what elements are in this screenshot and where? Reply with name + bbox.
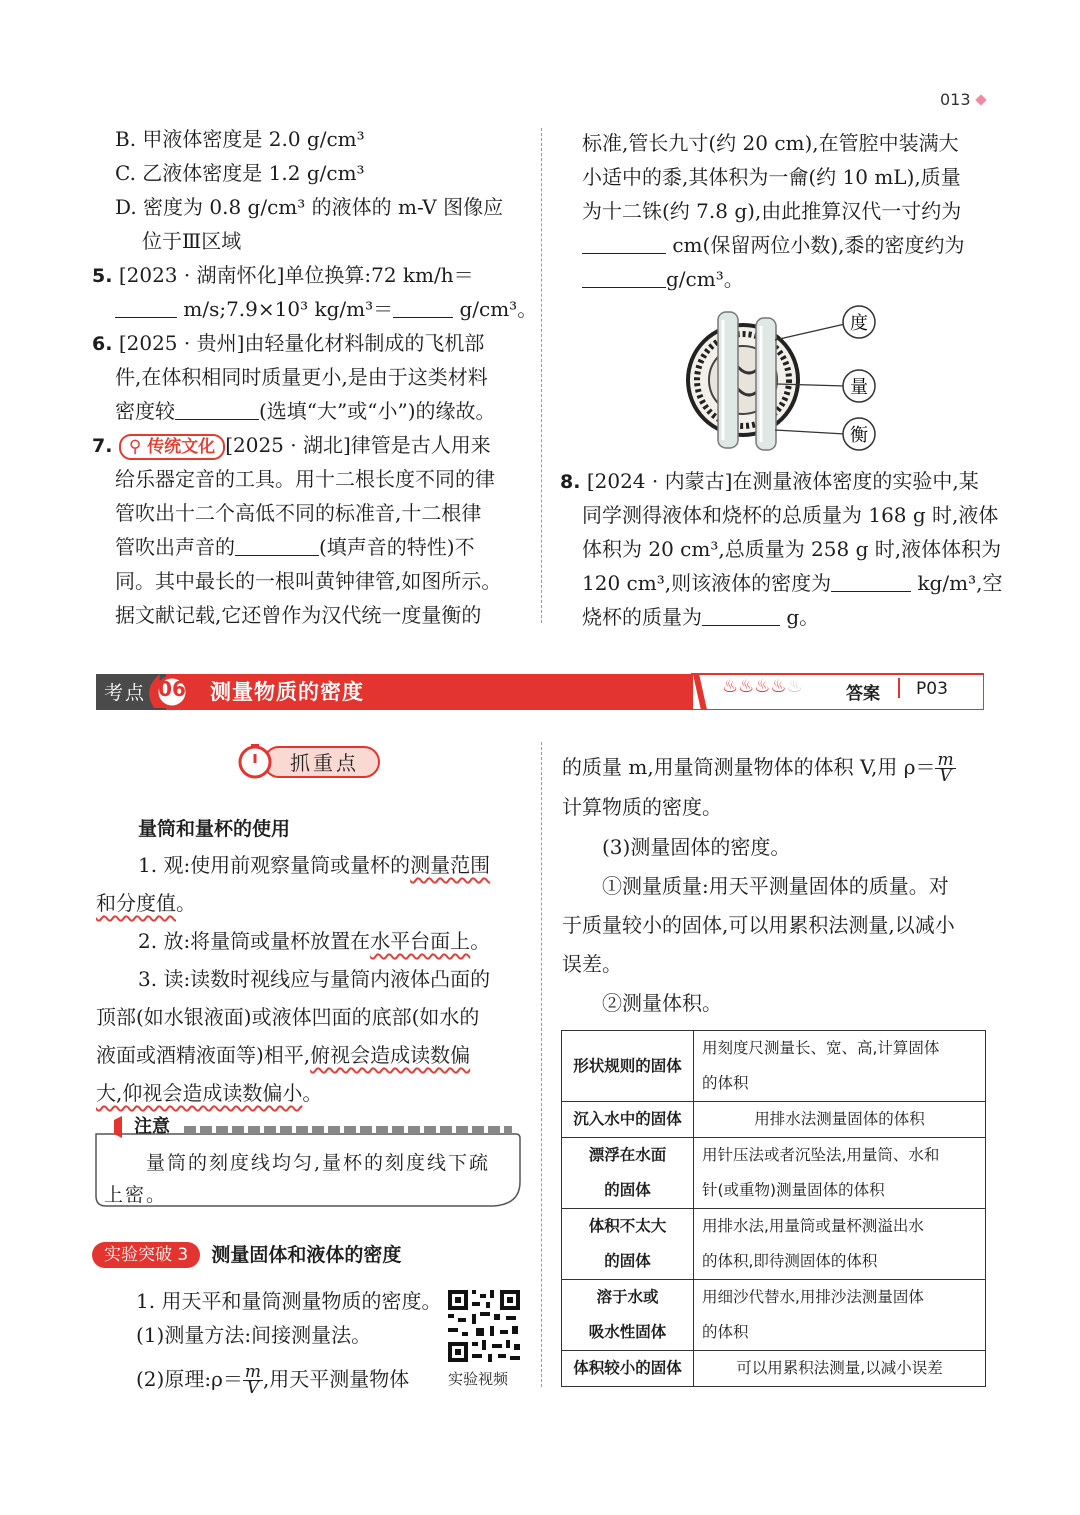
- volume-methods-table: [561, 1030, 986, 1387]
- option-c: C. 乙液体密度是 1.2 g/cm³: [115, 161, 365, 185]
- experiment-line2: (1)测量方法:间接测量法。: [136, 1323, 372, 1347]
- question-7-line1: 7. ⚲ 传统文化 [2025 · 湖北]律管是古人用来: [92, 428, 491, 463]
- column-divider-bottom: [541, 742, 542, 1387]
- answer-blank[interactable]: [393, 299, 453, 318]
- table-header-cell: 漂浮在水面 的固体: [562, 1138, 694, 1209]
- question-8-line3: 体积为 20 cm³,总质量为 258 g 时,液体体积为: [582, 537, 1002, 561]
- right-line5: 于质量较小的固体,可以用累积法测量,以减小: [562, 913, 955, 937]
- table-header-cell: 沉入水中的固体: [562, 1102, 694, 1138]
- table-cell: 用排水法测量固体的体积: [694, 1102, 986, 1138]
- qr-caption: 实验视频: [448, 1370, 509, 1388]
- point-1-line2: 和分度值。: [96, 891, 196, 915]
- fraction-m-over-v: $\frac{m}{V}$: [937, 750, 954, 786]
- answer-blank[interactable]: [175, 401, 259, 420]
- key-points-label: 抓重点: [290, 751, 359, 775]
- table-cell: 用针压法或者沉坠法,用量筒、水和 针(或重物)测量固体的体积: [694, 1138, 986, 1209]
- right-line1: 的质量 m,用量筒测量物体的体积 V,用 ρ＝ $\frac{m}{V}$: [562, 750, 954, 786]
- table-row: [562, 1102, 986, 1138]
- note-line2: 上密。: [104, 1184, 168, 1206]
- experiment-header: [92, 1240, 401, 1268]
- culture-tag: ⚲ 传统文化: [119, 434, 225, 460]
- flame-icon-empty: ♨: [786, 676, 803, 697]
- note-line1: 量筒的刻度线均匀,量杯的刻度线下疏: [146, 1152, 491, 1174]
- question-7-line6: 据文献记载,它还曾作为汉代统一度量衡的: [115, 603, 482, 627]
- question-7-line5: 同。其中最长的一根叫黄钟律管,如图所示。: [115, 569, 502, 593]
- answer-label: 答案: [846, 684, 880, 704]
- point-3-line1: 3. 读:读数时视线应与量筒内液体凸面的: [138, 967, 491, 991]
- figure-label-liang: 量: [850, 377, 868, 398]
- figure-label-heng: 衡: [850, 425, 868, 446]
- answer-page[interactable]: P03: [916, 679, 948, 699]
- question-7-line3: 管吹出十二个高低不同的标准音,十二根律: [115, 501, 482, 525]
- key-points-badge: [238, 744, 382, 780]
- option-d-line2: 位于Ⅲ区域: [142, 229, 242, 253]
- question-8-line2: 同学测得液体和烧杯的总质量为 168 g 时,液体: [582, 503, 999, 527]
- difficulty-flames: [722, 676, 803, 697]
- q7-cont-line5: g/cm³。: [582, 262, 744, 296]
- location-pin-icon: ⚲: [128, 437, 142, 457]
- q7-cont-line2: 小适中的黍,其体积为一龠(约 10 mL),质量: [582, 165, 961, 189]
- table-header-cell: 溶于水或 吸水性固体: [562, 1280, 694, 1351]
- experiment-tag: 实验突破 3: [92, 1242, 200, 1268]
- point-1-line1: 1. 观:使用前观察量筒或量杯的测量范围: [138, 853, 491, 877]
- right-line4: ①测量质量:用天平测量固体的质量。对: [602, 874, 949, 898]
- point-3-line4: 大,仰视会造成读数偏小。: [96, 1081, 323, 1105]
- section-banner: [96, 668, 984, 710]
- table-row: [562, 1351, 986, 1387]
- experiment-title: 测量固体和液体的密度: [211, 1244, 402, 1266]
- question-8-line4: 120 cm³,则该液体的密度为 kg/m³,空: [582, 571, 1003, 595]
- option-d-line1: D. 密度为 0.8 g/cm³ 的液体的 m-V 图像应: [115, 195, 504, 219]
- table-header-cell: 体积不太大 的固体: [562, 1209, 694, 1280]
- question-5-line1: 5. [2023 · 湖南怀化]单位换算:72 km/h＝: [92, 263, 474, 287]
- answer-blank[interactable]: [831, 573, 911, 592]
- question-7-line2: 给乐器定音的工具。用十二根长度不同的律: [115, 467, 495, 491]
- answer-blank[interactable]: [115, 299, 177, 318]
- right-line2: 计算物质的密度。: [562, 795, 722, 819]
- figure-label-du: 度: [850, 313, 868, 334]
- subheading-cylinder: 量筒和量杯的使用: [138, 818, 291, 840]
- table-row: [562, 1031, 986, 1102]
- answer-blank[interactable]: [582, 235, 666, 254]
- fraction-m-over-v: $\frac{m}{V}$: [244, 1362, 261, 1398]
- answer-blank[interactable]: [582, 269, 666, 288]
- page-number: 013: [940, 90, 985, 109]
- right-line6: 误差。: [562, 952, 622, 976]
- table-cell: 用刻度尺测量长、宽、高,计算固体 的体积: [694, 1031, 986, 1102]
- huangzhong-pipe-figure: [685, 300, 885, 458]
- column-divider-top: [541, 128, 542, 623]
- note-box: [94, 1112, 522, 1210]
- point-3-line2: 顶部(如水银液面)或液体凹面的底部(如水的: [96, 1005, 480, 1029]
- table-cell: 可以用累积法测量,以减小误差: [694, 1351, 986, 1387]
- question-6-line1: 6. [2025 · 贵州]由轻量化材料制成的飞机部: [92, 331, 485, 355]
- experiment-line1: 1. 用天平和量筒测量物质的密度。: [136, 1289, 442, 1313]
- q7-cont-line3: 为十二铢(约 7.8 g),由此推算汉代一寸约为: [582, 199, 962, 223]
- table-row: [562, 1209, 986, 1280]
- right-line3: (3)测量固体的密度。: [602, 835, 791, 859]
- experiment-line3: (2)原理:ρ＝ $\frac{m}{V}$ ,用天平测量物体: [136, 1362, 410, 1398]
- table-header-cell: 形状规则的固体: [562, 1031, 694, 1102]
- question-8-line5: 烧杯的质量为 g。: [582, 605, 820, 629]
- question-8-line1: 8. [2024 · 内蒙古]在测量液体密度的实验中,某: [560, 469, 979, 493]
- point-2: 2. 放:将量筒或量杯放置在水平台面上。: [138, 929, 491, 953]
- table-row: [562, 1280, 986, 1351]
- table-row: [562, 1138, 986, 1209]
- answer-blank[interactable]: [702, 607, 780, 626]
- kaodian-label: 考点: [104, 682, 147, 704]
- table-header-cell: 体积较小的固体: [562, 1351, 694, 1387]
- table-cell: 用细沙代替水,用排沙法测量固体 的体积: [694, 1280, 986, 1351]
- question-6-line3: 密度较 (选填“大”或“小”)的缘故。: [115, 399, 496, 423]
- section-title: 测量物质的密度: [210, 680, 364, 704]
- table-cell: 用排水法,用量筒或量杯测溢出水 的体积,即待测固体的体积: [694, 1209, 986, 1280]
- option-b: B. 甲液体密度是 2.0 g/cm³: [115, 127, 365, 151]
- answer-blank[interactable]: [235, 537, 319, 556]
- question-6-line2: 件,在体积相同时质量更小,是由于这类材料: [115, 365, 488, 389]
- flame-icon: ♨♨♨♨: [722, 676, 787, 697]
- q7-cont-line4: cm(保留两位小数),黍的密度约为: [582, 228, 965, 262]
- kaodian-number: 06: [158, 677, 186, 701]
- question-7-line4: 管吹出声音的 (填声音的特性)不: [115, 535, 475, 559]
- point-3-line3: 液面或酒精液面等)相平,俯视会造成读数偏: [96, 1043, 471, 1067]
- q7-cont-line1: 标准,管长九寸(约 20 cm),在管腔中装满大: [582, 131, 959, 155]
- right-line7: ②测量体积。: [602, 991, 722, 1015]
- note-title: 注意: [134, 1116, 170, 1137]
- question-5-line2: m/s;7.9×10³ kg/m³＝ g/cm³。: [115, 292, 537, 326]
- qr-code[interactable]: [446, 1288, 522, 1364]
